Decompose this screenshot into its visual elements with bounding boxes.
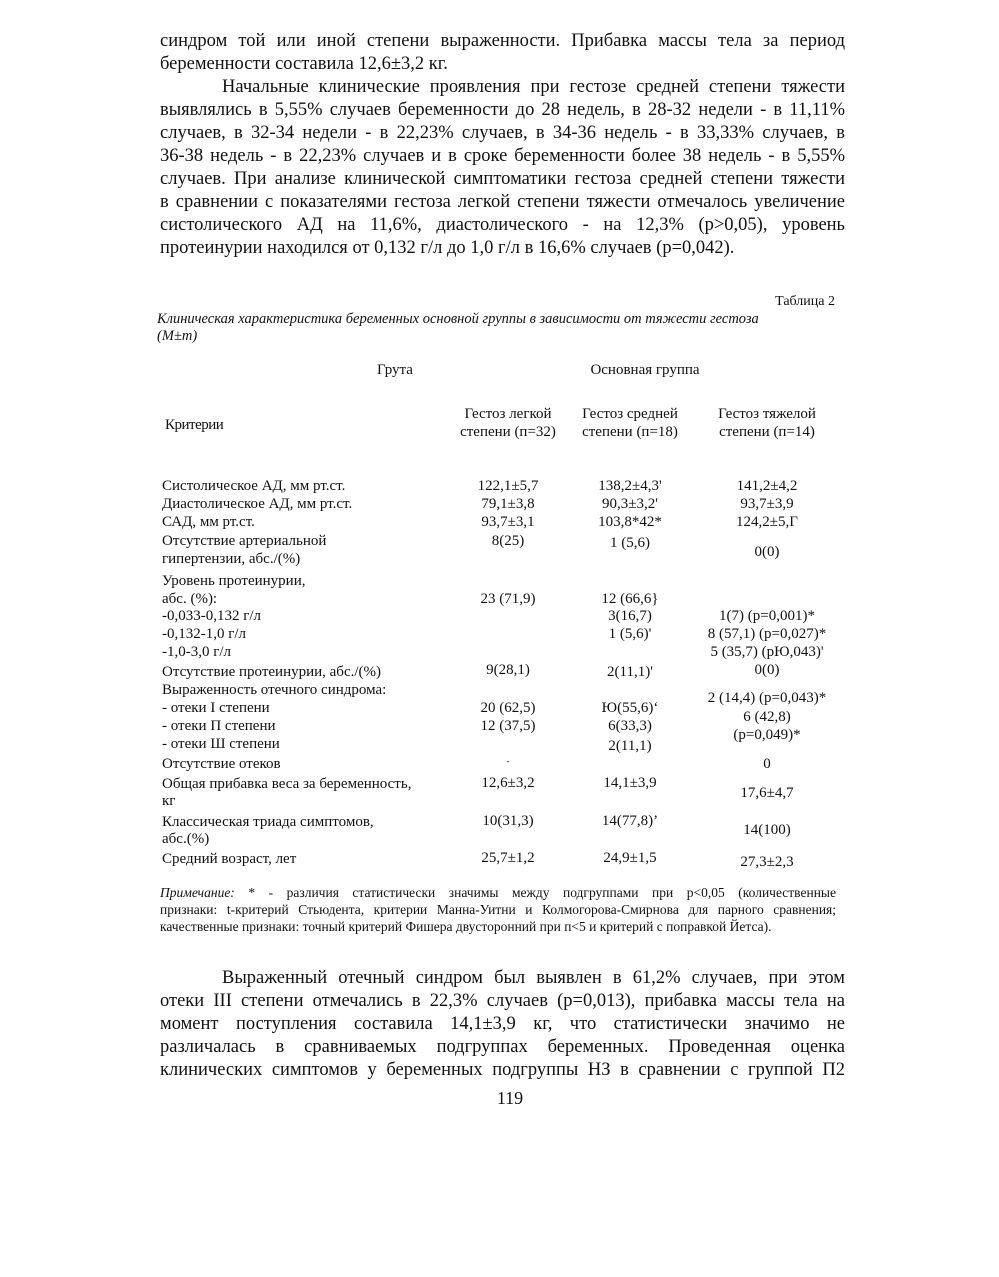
row-criterion: кг	[162, 793, 176, 809]
text-line: в сравнении с показателями гестоза легкой степени тяжести отмечалось увеличение	[160, 192, 845, 212]
row-criterion: Отсутствие отеков	[162, 756, 281, 772]
cell-severe: 124,2±5,Г	[736, 514, 798, 530]
header-line: степени (п=32)	[460, 424, 556, 440]
text-line: протеинурии находился от 0,132 г/л до 1,0 г/л в 16,6% случаев (р=0,042).	[160, 238, 735, 258]
row-criterion: Выраженность отечного синдрома:	[162, 682, 387, 698]
row-criterion: Диастолическое АД, мм рт.ст.	[162, 496, 353, 512]
text-line: случаев, в 32-34 недели - в 22,23% случаев, в 34-36 недель - в 33,33% случаев, в	[160, 123, 845, 143]
header-line: степени (п=14)	[719, 424, 815, 440]
cell-severe: 0	[763, 756, 771, 772]
row-criterion: Систолическое АД, мм рт.ст.	[162, 478, 346, 494]
header-moderate	[572, 405, 688, 441]
cell-severe: 6 (42,8)	[743, 709, 791, 725]
cell-mild: 20 (62,5)	[480, 700, 536, 716]
table-title	[157, 311, 839, 345]
header-severe	[700, 405, 834, 441]
paragraph-edema	[160, 967, 845, 1082]
paragraph-intro	[160, 30, 845, 76]
cell-severe: 0(0)	[754, 544, 780, 560]
cell-mild: -	[506, 756, 510, 766]
cell-mild: 12,6±3,2	[481, 775, 535, 791]
note-line: качественные признаки: точный критерий Фишера двусторонний при п<5 и критерий с поправкой Йетса).	[160, 919, 772, 934]
cell-mild: 12 (37,5)	[480, 718, 536, 734]
note-line	[160, 884, 836, 901]
cell-severe: 2 (14,4) (р=0,043)*	[707, 690, 827, 706]
row-criterion: - отеки П степени	[162, 718, 276, 734]
text-line: синдром той или иной степени выраженности. Прибавка массы тела за период	[160, 31, 845, 51]
header-mild	[448, 405, 568, 441]
row-criterion: абс. (%):	[162, 591, 218, 607]
text-line: отеки III степени отмечались в 22,3% случаев (р=0,013), прибавка массы тела на	[160, 991, 845, 1011]
cell-severe: 93,7±3,9	[740, 496, 794, 512]
row-criterion: -1,0-3,0 г/л	[162, 644, 232, 660]
table-number: Таблица 2	[775, 294, 835, 309]
cell-mild: 122,1±5,7	[477, 478, 539, 494]
row-criterion: -0,033-0,132 г/л	[162, 608, 262, 624]
text-line: клинических симптомов у беременных подгруппы НЗ в сравнении с группой П2	[160, 1060, 845, 1080]
header-group: Грута	[377, 362, 413, 378]
text-line: Выраженный отечный синдром был выявлен в 61,2% случаев, при этом	[222, 968, 845, 988]
text-line: 36-38 недель - в 22,23% случаев и в сроке беременности более 38 недель - в 5,55%	[160, 146, 845, 166]
cell-mild: 9(28,1)	[486, 662, 530, 678]
cell-mild: 93,7±3,1	[481, 514, 535, 530]
row-criterion: САД, мм рт.ст.	[162, 514, 255, 530]
cell-mild: 23 (71,9)	[480, 591, 536, 607]
cell-mild: 79,1±3,8	[481, 496, 535, 512]
paragraph-onset	[160, 76, 845, 260]
table-title-line: (M±m)	[157, 328, 198, 344]
cell-mild: 25,7±1,2	[481, 850, 535, 866]
cell-severe: 0(0)	[754, 662, 780, 678]
row-criterion: абс.(%)	[162, 831, 210, 847]
table-title-line: Клиническая характеристика беременных основной группы в зависимости от тяжести гестоза	[157, 311, 759, 327]
cell-moderate: 90,3±3,2'	[602, 496, 658, 512]
row-criterion: Классическая триада симптомов,	[162, 814, 374, 830]
row-criterion: -0,132-1,0 г/л	[162, 626, 247, 642]
note-line: признаки: t-критерий Стьюдента, критерии Манна-Уитни и Колмогорова-Смирнова для парного сравнения;	[160, 902, 836, 917]
row-criterion: - отеки Ш степени	[162, 736, 280, 752]
page-number: 119	[496, 1088, 524, 1108]
cell-moderate: 24,9±1,5	[603, 850, 657, 866]
table-note	[160, 884, 836, 935]
cell-severe: 8 (57,1) (р=0,027)*	[707, 626, 827, 642]
header-line: степени (п=18)	[582, 424, 678, 440]
cell-moderate: 6(33,3)	[608, 718, 652, 734]
cell-severe: 27,3±2,3	[740, 854, 794, 870]
text-line: различалась в сравниваемых подгруппах беременных. Проведенная оценка	[160, 1037, 845, 1057]
text-line: выявлялись в 5,55% случаев беременности до 28 недель, в 28-32 недели - в 11,11%	[160, 100, 845, 120]
cell-mild: 8(25)	[491, 533, 525, 549]
cell-moderate: 2(11,1)'	[607, 664, 653, 680]
cell-moderate: 14(77,8)’	[601, 813, 659, 829]
cell-moderate: Ю(55,6)‘	[601, 700, 659, 716]
cell-severe: 17,6±4,7	[740, 785, 794, 801]
cell-moderate: 12 (66,6}	[601, 591, 659, 607]
note-label: Примечание:	[160, 885, 235, 900]
header-main-group: Основная группа	[590, 362, 700, 378]
note-text: * - различия статистически значимы между подгруппами при р<0,05 (количественные	[234, 885, 836, 900]
row-criterion: Отсутствие артериальной	[162, 533, 327, 549]
text-line: систолического АД на 11,6%, диастолического - на 12,3% (р>0,05), уровень	[160, 215, 845, 235]
cell-severe: 1(7) (р=0,001)*	[719, 608, 815, 624]
header-line: Гестоз тяжелой	[718, 406, 816, 422]
header-line: Гестоз средней	[582, 406, 678, 422]
row-criterion: Общая прибавка веса за беременность,	[162, 776, 412, 792]
cell-moderate: 1 (5,6)	[610, 535, 650, 551]
cell-severe: (р=0,049)*	[733, 727, 801, 743]
text-line: беременности составила 12,6±3,2 кг.	[160, 54, 448, 74]
cell-severe: 5 (35,7) (рЮ,043)'	[710, 644, 824, 660]
cell-mild: 10(31,3)	[482, 813, 534, 829]
cell-moderate: 3(16,7)	[608, 608, 652, 624]
text-line: Начальные клинические проявления при гестозе средней степени тяжести	[222, 77, 845, 97]
cell-moderate: 2(11,1)	[608, 738, 652, 754]
cell-moderate: 103,8*42*	[598, 514, 662, 530]
cell-moderate: 1 (5,6)'	[608, 626, 652, 642]
row-criterion: - отеки I степени	[162, 700, 270, 716]
text-line: момент поступления составила 14,1±3,9 кг, что статистически значимо не	[160, 1014, 845, 1034]
row-criterion: Отсутствие протеинурии, абс./(%)	[162, 664, 382, 680]
row-criterion: Средний возраст, лет	[162, 851, 297, 867]
header-line: Гестоз легкой	[464, 406, 552, 422]
cell-severe: 141,2±4,2	[736, 478, 798, 494]
cell-moderate: 14,1±3,9	[603, 775, 657, 791]
cell-moderate: 138,2±4,3'	[598, 478, 662, 494]
row-criterion: гипертензии, абс./(%)	[162, 551, 301, 567]
cell-severe: 14(100)	[743, 822, 791, 838]
text-line: случаев. При анализе клинической симптоматики гестоза средней степени тяжести	[160, 169, 845, 189]
row-criterion: Уровень протеинурии,	[162, 573, 306, 589]
header-criteria: Критерии	[165, 417, 224, 433]
